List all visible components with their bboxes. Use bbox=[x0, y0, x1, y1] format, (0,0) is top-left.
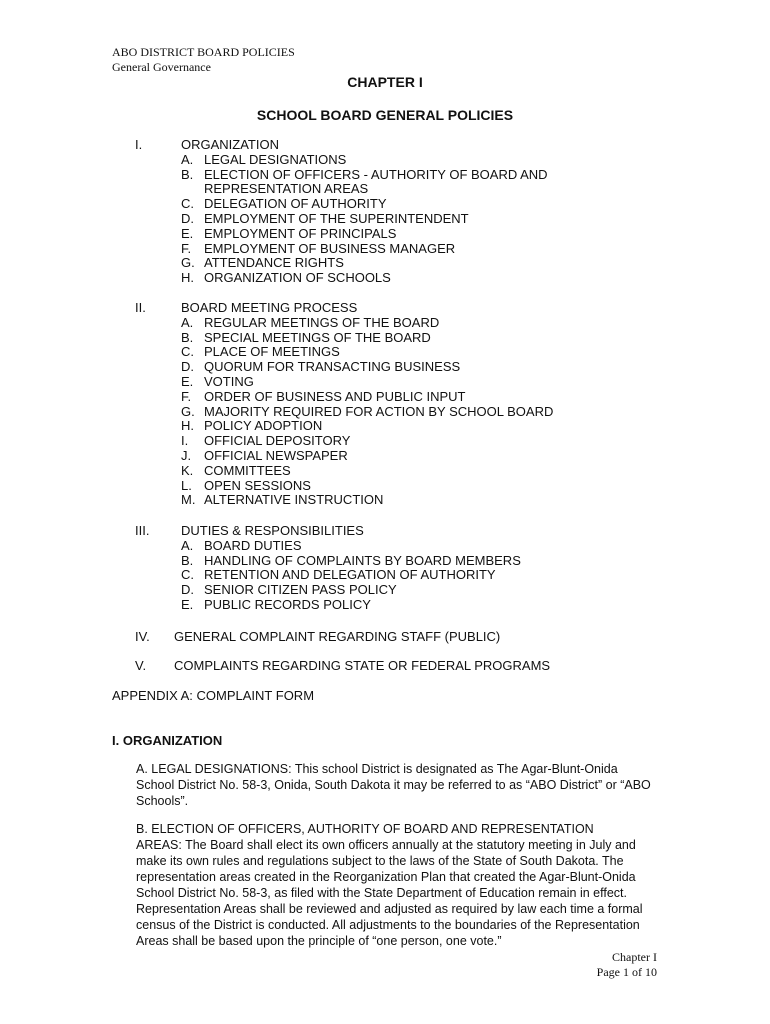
running-header bbox=[112, 45, 295, 75]
paragraph-line: A. LEGAL DESIGNATIONS: This school District is designated as The Agar-Blunt-Onida bbox=[136, 762, 618, 776]
toc-item-letter: A. bbox=[181, 314, 194, 330]
toc-item-letter: J. bbox=[181, 447, 192, 463]
toc-item-letter: E. bbox=[181, 596, 194, 612]
toc-item-text: POLICY ADOPTION bbox=[204, 418, 323, 434]
toc-item-letter: B. bbox=[181, 166, 194, 182]
toc-item-text: QUORUM FOR TRANSACTING BUSINESS bbox=[204, 359, 461, 375]
toc-section-title: DUTIES & RESPONSIBILITIES bbox=[181, 523, 364, 538]
page-footer bbox=[597, 950, 657, 980]
toc-item-letter: B. bbox=[181, 329, 194, 345]
toc-item-letter: C. bbox=[181, 567, 194, 583]
paragraph-line: B. ELECTION OF OFFICERS, AUTHORITY OF BOARD AND REPRESENTATION bbox=[136, 822, 594, 836]
paragraph-line: representation areas created in the Reorganization Plan that created the Agar-Blunt-Onida bbox=[136, 870, 636, 884]
toc-item-text: ALTERNATIVE INSTRUCTION bbox=[204, 492, 384, 508]
toc-item-text: REPRESENTATION AREAS bbox=[204, 181, 369, 197]
toc-item-text: MAJORITY REQUIRED FOR ACTION BY SCHOOL BOARD bbox=[204, 403, 554, 419]
paragraph-line: census of the District is conducted. All adjustments to the boundaries of the Representation bbox=[136, 918, 640, 932]
toc-item-text: COMMITTEES bbox=[204, 462, 291, 478]
toc-section-title: ORGANIZATION bbox=[181, 137, 279, 152]
toc-item-letter: E. bbox=[181, 373, 194, 389]
toc-item-letter: C. bbox=[181, 344, 194, 360]
header-subtitle: General Governance bbox=[112, 60, 211, 74]
toc-item-letter: A. bbox=[181, 537, 194, 553]
footer-chapter: Chapter I bbox=[612, 950, 657, 964]
toc-section-number: III. bbox=[135, 523, 150, 538]
toc-item-text: HANDLING OF COMPLAINTS BY BOARD MEMBERS bbox=[204, 552, 521, 568]
toc-item-letter: D. bbox=[181, 210, 194, 226]
toc-item-text: EMPLOYMENT OF THE SUPERINTENDENT bbox=[204, 210, 469, 226]
toc-item-text: VOTING bbox=[204, 373, 254, 389]
header-district: ABO DISTRICT BOARD POLICIES bbox=[112, 45, 295, 59]
toc-item-text: BOARD DUTIES bbox=[204, 537, 302, 553]
toc-item-text: ATTENDANCE RIGHTS bbox=[204, 255, 344, 271]
paragraph-legal-designations bbox=[136, 761, 666, 809]
document-title: SCHOOL BOARD GENERAL POLICIES bbox=[256, 107, 514, 123]
toc-item-letter: C. bbox=[181, 196, 194, 212]
toc-item-text: SPECIAL MEETINGS OF THE BOARD bbox=[204, 329, 431, 345]
toc-item-text: ORDER OF BUSINESS AND PUBLIC INPUT bbox=[204, 388, 466, 404]
toc-item-text: EMPLOYMENT OF PRINCIPALS bbox=[204, 225, 397, 241]
toc-item-letter: G. bbox=[181, 255, 195, 271]
toc-item-text: DELEGATION OF AUTHORITY bbox=[204, 196, 387, 212]
toc-item-letter: G. bbox=[181, 403, 195, 419]
paragraph-line: School District No. 58-3, Onida, South Dakota it may be referred to as “ABO District” or “ABO bbox=[136, 778, 651, 792]
toc-item-letter: K. bbox=[181, 462, 194, 478]
toc-item-letter: F. bbox=[181, 388, 192, 404]
paragraph-line: AREAS: The Board shall elect its own officers annually at the statutory meeting in July and bbox=[136, 838, 636, 852]
toc-item-letter: B. bbox=[181, 552, 194, 568]
toc-item-letter: D. bbox=[181, 359, 194, 375]
toc-item-letter: H. bbox=[181, 270, 194, 286]
toc-item-text: OFFICIAL DEPOSITORY bbox=[204, 433, 351, 449]
toc-item-letter: D. bbox=[181, 582, 194, 598]
page-number: Page 1 of 10 bbox=[596, 965, 657, 979]
toc-item-text: PUBLIC RECORDS POLICY bbox=[204, 596, 371, 612]
section-heading-organization: I. ORGANIZATION bbox=[112, 733, 223, 748]
toc-section-number: I. bbox=[135, 137, 143, 152]
toc-item-letter: I. bbox=[181, 433, 189, 449]
toc-item-letter: M. bbox=[181, 492, 196, 508]
toc-item-text: REGULAR MEETINGS OF THE BOARD bbox=[204, 314, 440, 330]
toc-section-title: BOARD MEETING PROCESS bbox=[181, 300, 358, 315]
toc-item-letter: A. bbox=[181, 151, 194, 167]
paragraph-line: Representation Areas shall be reviewed and adjusted as required by law each time a formal bbox=[136, 902, 643, 916]
toc-section-number: V. bbox=[135, 658, 147, 673]
toc-section-number: II. bbox=[135, 300, 146, 315]
toc-item-letter: F. bbox=[181, 240, 192, 256]
toc-item-text: PLACE OF MEETINGS bbox=[204, 344, 340, 360]
toc-item-text: EMPLOYMENT OF BUSINESS MANAGER bbox=[204, 240, 456, 256]
toc-item-text: OFFICIAL NEWSPAPER bbox=[204, 447, 348, 463]
paragraph-election-of-officers bbox=[136, 821, 666, 949]
toc-item-text: ELECTION OF OFFICERS - AUTHORITY OF BOARD AND bbox=[204, 166, 548, 182]
toc-item-text: LEGAL DESIGNATIONS bbox=[204, 151, 347, 167]
toc-section-title: COMPLAINTS REGARDING STATE OR FEDERAL PROGRAMS bbox=[174, 658, 551, 673]
toc-item-letter: H. bbox=[181, 418, 194, 434]
toc-item-text: ORGANIZATION OF SCHOOLS bbox=[204, 270, 391, 286]
toc-item-text: OPEN SESSIONS bbox=[204, 477, 311, 493]
toc-appendix: APPENDIX A: COMPLAINT FORM bbox=[112, 688, 315, 703]
toc-item-letter: E. bbox=[181, 225, 194, 241]
paragraph-line: make its own rules and regulations subject to the laws of the State of South Dakota. The bbox=[136, 854, 624, 868]
paragraph-line: Schools”. bbox=[136, 794, 189, 808]
chapter-title: CHAPTER I bbox=[347, 74, 423, 90]
paragraph-line: School District No. 58-3, as filed with the State Department of Education remain in effect. bbox=[136, 886, 627, 900]
toc-section-title: GENERAL COMPLAINT REGARDING STAFF (PUBLIC) bbox=[174, 629, 501, 644]
toc-item-text: RETENTION AND DELEGATION OF AUTHORITY bbox=[204, 567, 496, 583]
toc-item-letter: L. bbox=[181, 477, 192, 493]
toc-section-number: IV. bbox=[135, 629, 150, 644]
toc-item-text: SENIOR CITIZEN PASS POLICY bbox=[204, 582, 397, 598]
paragraph-line: Areas shall be based upon the principle of “one person, one vote.” bbox=[136, 934, 502, 948]
